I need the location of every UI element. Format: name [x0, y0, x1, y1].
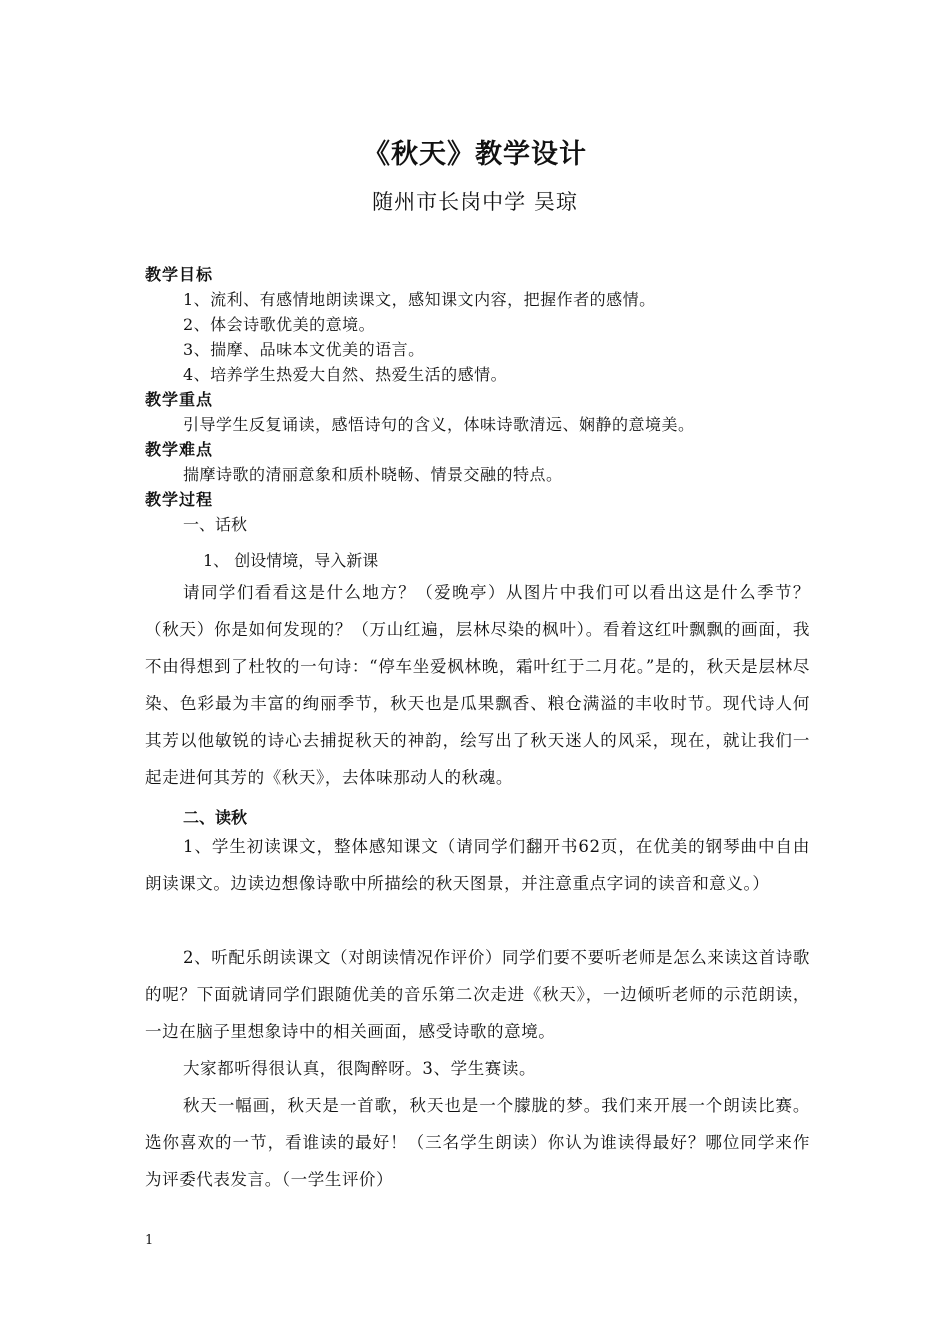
objective-item: 3、揣摩、品味本文优美的语言。: [183, 340, 425, 359]
page-number: 1: [145, 1233, 154, 1248]
objective-item: 4、培养学生热爱大自然、热爱生活的感情。: [183, 365, 508, 384]
document-title: 《秋天》教学设计: [363, 139, 587, 170]
part1-step1: 1、 创设情境，导入新课: [203, 551, 379, 570]
focus-heading: 教学重点: [145, 390, 214, 409]
lesson-overview: [145, 262, 810, 512]
document-author: 随州市长岗中学 吴琼: [372, 190, 578, 214]
part2-paragraph-3: 大家都听得很认真，很陶醉呀。3、学生赛读。: [183, 1059, 537, 1078]
part2-title: 二、读秋: [183, 808, 248, 827]
part2-paragraph-1: 1、学生初读课文，整体感知课文（请同学们翻开书62页，在优美的钢琴曲中自由朗读课文。边读边想像诗歌中所描绘的秋天图景，并注意重点字词的读音和意义。）: [145, 837, 810, 893]
part1-paragraph: 请同学们看看这是什么地方？（爱晚亭）从图片中我们可以看出这是什么季节？（秋天）你是如何发现的？（万山红遍，层林尽染的枫叶）。看着这红叶飘飘的画面，我不由得想到了杜牧的一句诗：“停车坐爱枫林晚，霜叶红于二月花。”是的，秋天是层林尽染、色彩最为丰富的绚丽季节，秋天也是瓜果飘香、粮仓满溢的丰收时节。现代诗人何其芳以他敏锐的诗心去捕捉秋天的神韵，绘写出了秋天迷人的风采，现在，就让我们一起走进何其芳的《秋天》，去体味那动人的秋魂。: [145, 583, 810, 787]
focus-text: 引导学生反复诵读，感悟诗句的含义，体味诗歌清远、娴静的意境美。: [183, 415, 695, 434]
objective-item: 1、流利、有感情地朗读课文，感知课文内容，把握作者的感情。: [183, 290, 656, 309]
part2-paragraph-2: 2、听配乐朗读课文（对朗读情况作评价）同学们要不要听老师是怎么来读这首诗歌的呢？下面就请同学们跟随优美的音乐第二次走进《秋天》，一边倾听老师的示范朗读，一边在脑子里想象诗中的相关画面，感受诗歌的意境。: [145, 948, 810, 1041]
difficulty-text: 揣摩诗歌的清丽意象和质朴晓畅、情景交融的特点。: [183, 465, 563, 484]
objective-item: 2、体会诗歌优美的意境。: [183, 315, 376, 334]
part1-title: 一、话秋: [183, 515, 248, 534]
part2-paragraph-4: 秋天一幅画，秋天是一首歌，秋天也是一个朦胧的梦。我们来开展一个朗读比赛。选你喜欢的一节，看谁读的最好！（三名学生朗读）你认为谁读得最好？哪位同学来作为评委代表发言。（一学生评价）: [145, 1096, 810, 1189]
process-heading: 教学过程: [145, 490, 214, 509]
difficulty-heading: 教学难点: [145, 440, 214, 459]
objectives-heading: 教学目标: [145, 265, 214, 284]
